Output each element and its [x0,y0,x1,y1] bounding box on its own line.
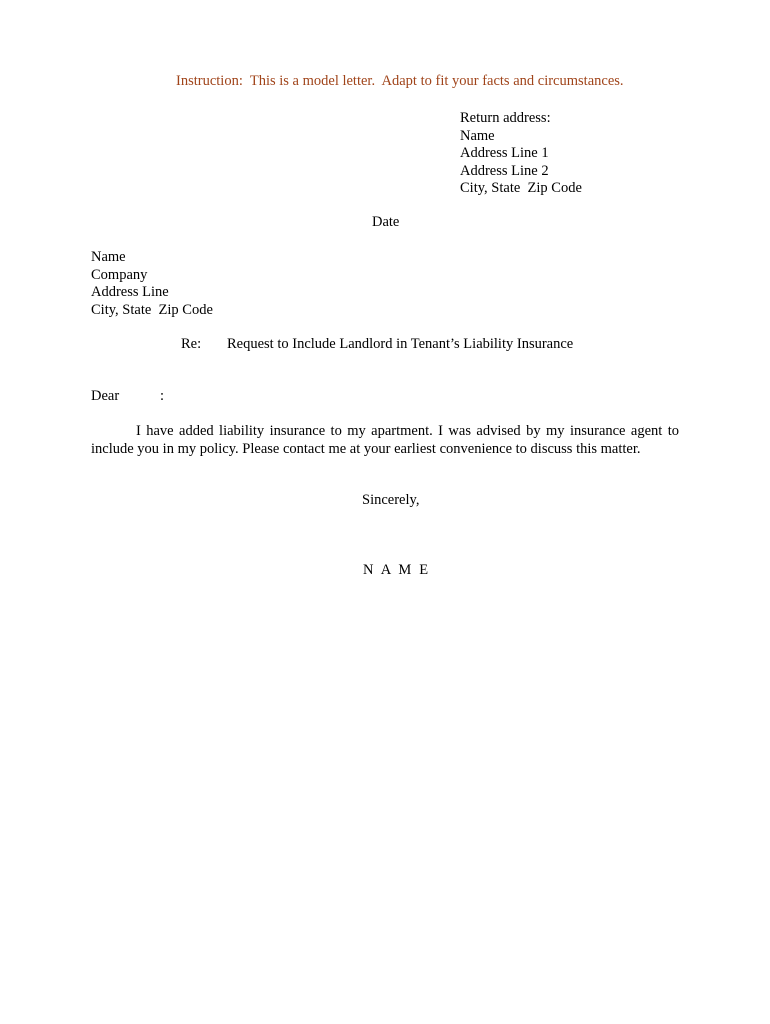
re-label: Re: [181,336,202,352]
signature-name: N A M E [363,562,431,578]
recipient-address-line: Address Line [91,284,169,300]
return-address-block [460,110,582,198]
recipient-name: Name [91,249,126,265]
closing: Sincerely, [362,492,420,508]
return-address-line-2: Address Line 2 [460,162,549,179]
letter-date: Date [372,214,400,230]
salutation-greeting: Dear [91,388,120,404]
return-address-line-1: Address Line 1 [460,145,549,161]
return-address-city-state-zip: City, State Zip Code [460,180,582,196]
recipient-address-block [91,249,213,319]
re-subject: Request to Include Landlord in Tenant’s Liability Insurance [227,336,574,352]
return-address-name: Name [460,127,495,144]
recipient-company: Company [91,266,148,283]
letter-body: I have added liability insurance to my apartment. I was advised by my insurance agent to include you in my policy. Please contact me at your earliest convenience to discuss this matter. [91,423,679,457]
return-address-heading: Return address: [460,110,551,126]
recipient-city-state-zip: City, State Zip Code [91,301,213,318]
salutation-colon: : [160,388,165,404]
instruction-note: Instruction: This is a model letter. Adapt to fit your facts and circumstances. [176,73,624,89]
